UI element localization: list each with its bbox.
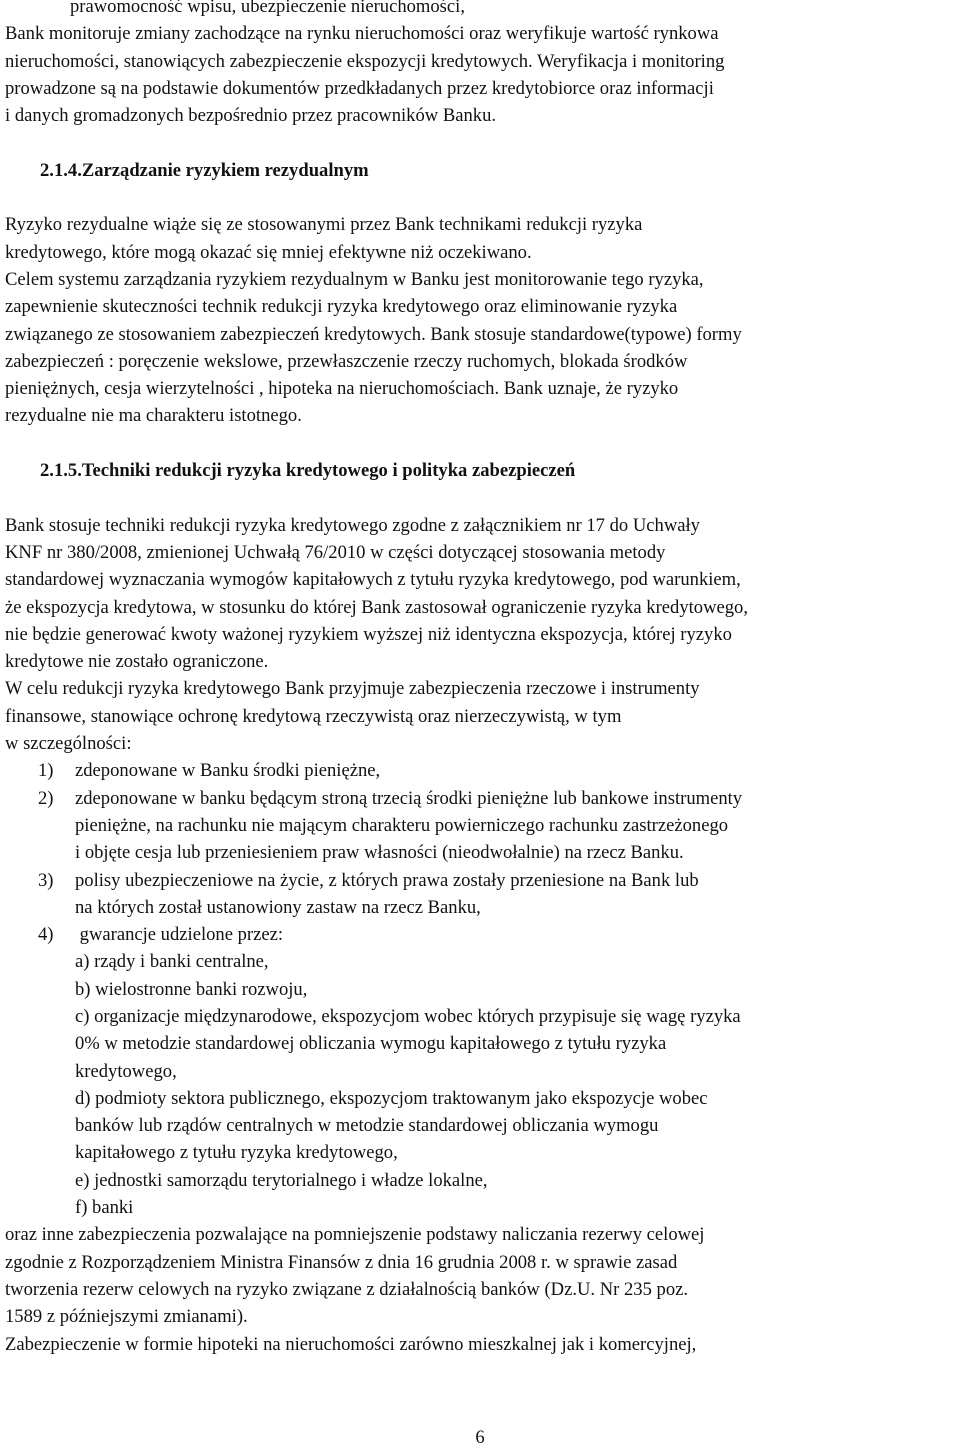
- text-line: Bank monitoruje zmiany zachodzące na rynku nieruchomości oraz weryfikuje wartość rynkowa: [5, 23, 719, 45]
- sub-list-item-continuation: 0% w metodzie standardowej obliczania wymogu kapitałowego z tytułu ryzyka: [75, 1033, 667, 1055]
- sub-list-item: f) banki: [75, 1197, 134, 1219]
- text-line: w szczególności:: [5, 733, 132, 755]
- list-item-continuation: na których został ustanowiony zastaw na rzecz Banku,: [75, 896, 481, 918]
- text-line: pieniężnych, cesja wierzytelności , hipoteka na nieruchomościach. Bank uznaje, że ryzyko: [5, 378, 679, 400]
- text-line: rezydualne nie ma charakteru istotnego.: [5, 405, 302, 427]
- text-line: finansowe, stanowiące ochronę kredytową rzeczywistą oraz nierzeczywistą, w tym: [5, 705, 622, 727]
- text-line: kredytowego, które mogą okazać się mniej efektywne niż oczekiwano.: [5, 241, 532, 263]
- section-title: Zarządzanie ryzykiem rezydualnym: [81, 159, 369, 181]
- text-line: tworzenia rezerw celowych na ryzyko związane z działalnością banków (Dz.U. Nr 235 poz.: [5, 1278, 689, 1300]
- collateral-list: [0, 757, 960, 1221]
- section-title: Techniki redukcji ryzyka kredytowego i polityka zabezpieczeń: [81, 460, 576, 482]
- sub-list-item: c) organizacje międzynarodowe, ekspozycjom wobec których przypisuje się wagę ryzyka: [75, 1005, 741, 1027]
- list-item: [0, 867, 960, 894]
- text-line: związanego ze stosowaniem zabezpieczeń kredytowych. Bank stosuje standardowe(typowe) formy: [5, 323, 742, 345]
- sub-list-item: d) podmioty sektora publicznego, ekspozycjom traktowanym jako ekspozycje wobec: [75, 1087, 708, 1109]
- text-line: zabezpieczeń : poręczenie wekslowe, przewłaszczenie rzeczy ruchomych, blokada środków: [5, 350, 688, 372]
- list-item: [0, 921, 960, 948]
- spacer: [0, 484, 960, 511]
- text-line: Zabezpieczenie w formie hipoteki na nieruchomości zarówno mieszkalnej jak i komercyjnej,: [5, 1333, 697, 1355]
- sub-list-item-continuation: banków lub rządów centralnych w metodzie standardowej obliczania wymogu: [75, 1115, 659, 1137]
- text-line: nie będzie generować kwoty ważonej ryzykiem wyższej niż identyczna ekspozycja, której ryzyko: [5, 623, 732, 645]
- sub-list-item-continuation: kredytowego,: [75, 1060, 177, 1082]
- text-line: nieruchomości, stanowiących zabezpieczenie ekspozycji kredytowych. Weryfikacja i monitoring: [5, 50, 725, 72]
- section-number: 2.1.4.: [40, 159, 82, 181]
- sub-list-item: e) jednostki samorządu terytorialnego i władze lokalne,: [75, 1169, 488, 1191]
- text-line: i danych gromadzonych bezpośrednio przez pracowników Banku.: [5, 105, 497, 127]
- text-line: Celem systemu zarządzania ryzykiem rezydualnym w Banku jest monitorowanie tego ryzyka,: [5, 268, 704, 290]
- text-line: Ryzyko rezydualne wiąże się ze stosowanymi przez Bank technikami redukcji ryzyka: [5, 214, 643, 236]
- text-line: Bank stosuje techniki redukcji ryzyka kredytowego zgodne z załącznikiem nr 17 do Uchwały: [5, 514, 700, 536]
- text-line: kredytowe nie zostało ograniczone.: [5, 651, 269, 673]
- text-line: standardowej wyznaczania wymogów kapitałowych z tytułu ryzyka kredytowego, pod warunkiem,: [5, 569, 741, 591]
- page-number: 6: [475, 1427, 485, 1448]
- text-line: KNF nr 380/2008, zmienionej Uchwałą 76/2010 w części dotyczącej stosowania metody: [5, 541, 666, 563]
- list-item-text: gwarancje udzielone przez:: [75, 924, 284, 946]
- sub-list-item: b) wielostronne banki rozwoju,: [75, 978, 308, 1000]
- list-item-continuation: pieniężne, na rachunku nie mającym charakteru powierniczego rachunku zastrzeżonego: [75, 814, 729, 836]
- sub-list-item: a) rządy i banki centralne,: [75, 951, 269, 973]
- text-line: oraz inne zabezpieczenia pozwalające na pomniejszenie podstawy naliczania rezerwy celowej: [5, 1224, 705, 1246]
- text-line: prawomocność wpisu, ubezpieczenie nieruchomości,: [70, 0, 465, 17]
- text-line: prowadzone są na podstawie dokumentów przedkładanych przez kredytobiorce oraz informacji: [5, 77, 714, 99]
- list-item-text: zdeponowane w Banku środki pieniężne,: [75, 760, 381, 782]
- text-line: że ekspozycja kredytowa, w stosunku do której Bank zastosował ograniczenie ryzyka kredytowego,: [5, 596, 748, 618]
- list-item: [0, 757, 960, 784]
- section-2-1-5-body: [0, 512, 960, 1358]
- text-line: zapewnienie skuteczności technik redukcji ryzyka kredytowego oraz eliminowanie ryzyka: [5, 296, 678, 318]
- list-number: 3): [38, 869, 54, 891]
- list-item-text: zdeponowane w banku będącym stroną trzecią środki pieniężne lub bankowe instrumenty: [75, 787, 743, 809]
- text-line: 1589 z późniejszymi zmianami).: [5, 1306, 248, 1328]
- intro-paragraph: [0, 0, 960, 129]
- list-number: 2): [38, 787, 54, 809]
- section-heading-2-1-4: [0, 157, 960, 184]
- list-number: 1): [38, 760, 54, 782]
- section-2-1-4-body: [0, 211, 960, 429]
- spacer: [0, 184, 960, 211]
- sub-list-item-continuation: kapitałowego z tytułu ryzyka kredytowego,: [75, 1142, 398, 1164]
- text-line: zgodnie z Rozporządzeniem Ministra Finansów z dnia 16 grudnia 2008 r. w sprawie zasad: [5, 1251, 678, 1273]
- list-number: 4): [38, 924, 54, 946]
- list-item-text: polisy ubezpieczeniowe na życie, z których prawa zostały przeniesione na Bank lub: [75, 869, 699, 891]
- section-heading-2-1-5: [0, 457, 960, 484]
- section-number: 2.1.5.: [40, 460, 82, 482]
- list-item: [0, 785, 960, 812]
- spacer: [0, 430, 960, 457]
- list-item-continuation: i objęte cesja lub przeniesieniem praw własności (nieodwołalnie) na rzecz Banku.: [75, 842, 684, 864]
- text-line: W celu redukcji ryzyka kredytowego Bank przyjmuje zabezpieczenia rzeczowe i instrumenty: [5, 678, 700, 700]
- spacer: [0, 129, 960, 156]
